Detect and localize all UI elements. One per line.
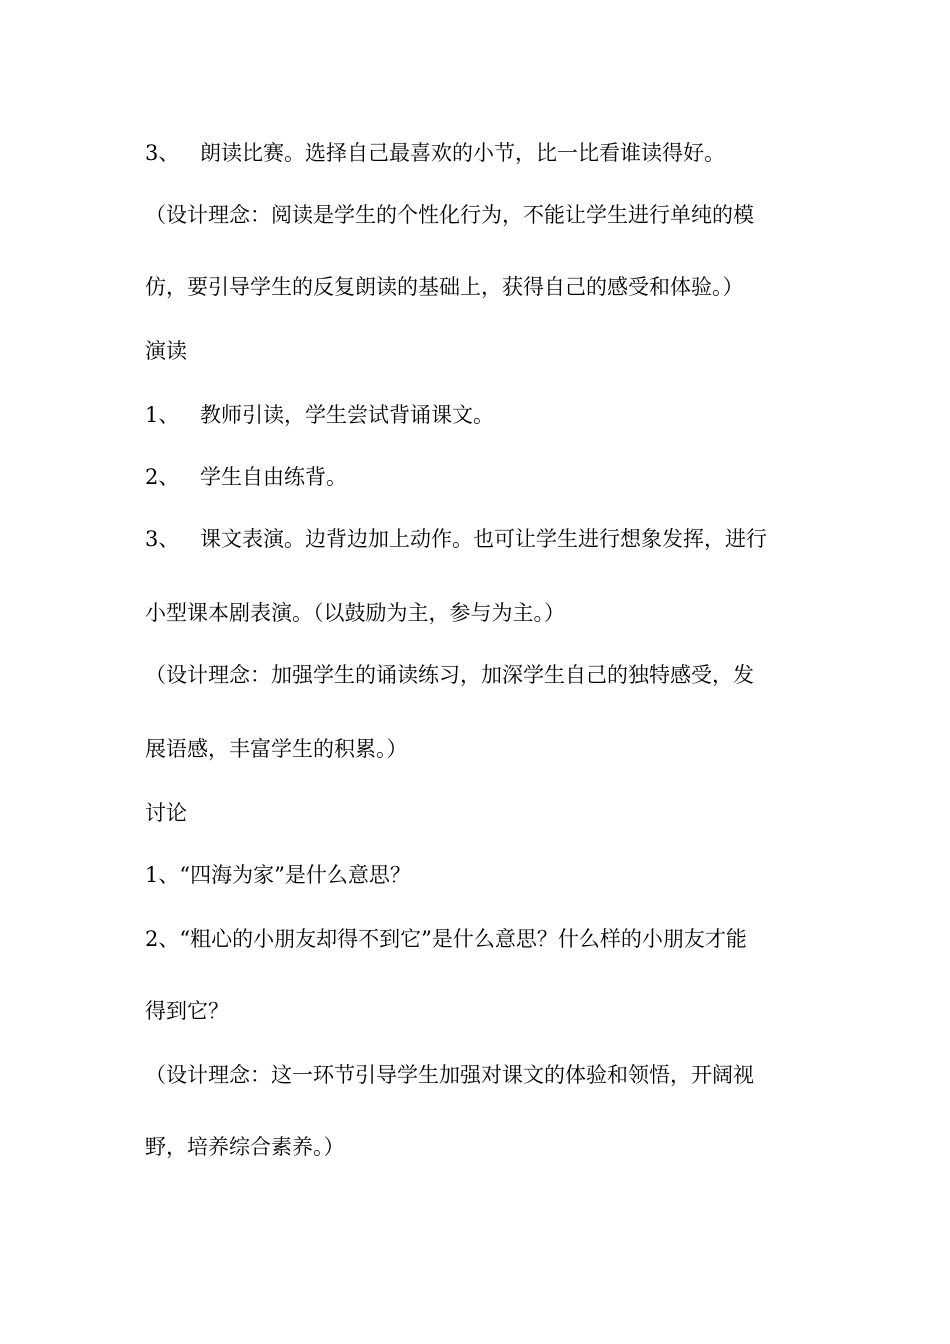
design-note-3-line-2: 野，培养综合素养。） bbox=[145, 1135, 345, 1159]
section-heading-performance-reading: 演读 bbox=[145, 339, 187, 363]
discussion-question-2-continued: 得到它？ bbox=[145, 999, 229, 1023]
section-heading-discussion: 讨论 bbox=[145, 801, 187, 825]
design-note-1-line-2: 仿，要引导学生的反复朗读的基础上，获得自己的感受和体验。） bbox=[145, 275, 744, 299]
design-note-1-line-1: （设计理念：阅读是学生的个性化行为，不能让学生进行单纯的模 bbox=[145, 203, 754, 227]
item-number: 2、 bbox=[145, 465, 180, 489]
item-text: 教师引读，学生尝试背诵课文。 bbox=[200, 403, 494, 427]
item-text: 朗读比赛。选择自己最喜欢的小节，比一比看谁读得好。 bbox=[200, 141, 725, 165]
item-text: 课文表演。边背边加上动作。也可让学生进行想象发挥，进行 bbox=[200, 527, 767, 551]
item-number: 3、 bbox=[145, 527, 180, 551]
design-note-2-line-2: 展语感，丰富学生的积累。） bbox=[145, 737, 408, 761]
item-text: 学生自由练背。 bbox=[200, 465, 347, 489]
discussion-question-1: 1、“四海为家”是什么意思？ bbox=[145, 863, 411, 887]
performance-item-3-continued: 小型课本剧表演。（以鼓励为主，参与为主。） bbox=[145, 601, 565, 625]
design-note-2-line-1: （设计理念：加强学生的诵读练习，加深学生自己的独特感受，发 bbox=[145, 663, 754, 687]
discussion-question-2: 2、“粗心的小朋友却得不到它”是什么意思？什么样的小朋友才能 bbox=[145, 927, 747, 951]
design-note-3-line-1: （设计理念：这一环节引导学生加强对课文的体验和领悟，开阔视 bbox=[145, 1063, 754, 1087]
item-number: 3、 bbox=[145, 141, 180, 165]
reading-contest-item bbox=[145, 140, 725, 166]
performance-item-2 bbox=[145, 464, 347, 490]
performance-item-1 bbox=[145, 402, 494, 428]
performance-item-3 bbox=[145, 526, 767, 552]
item-number: 1、 bbox=[145, 403, 180, 427]
